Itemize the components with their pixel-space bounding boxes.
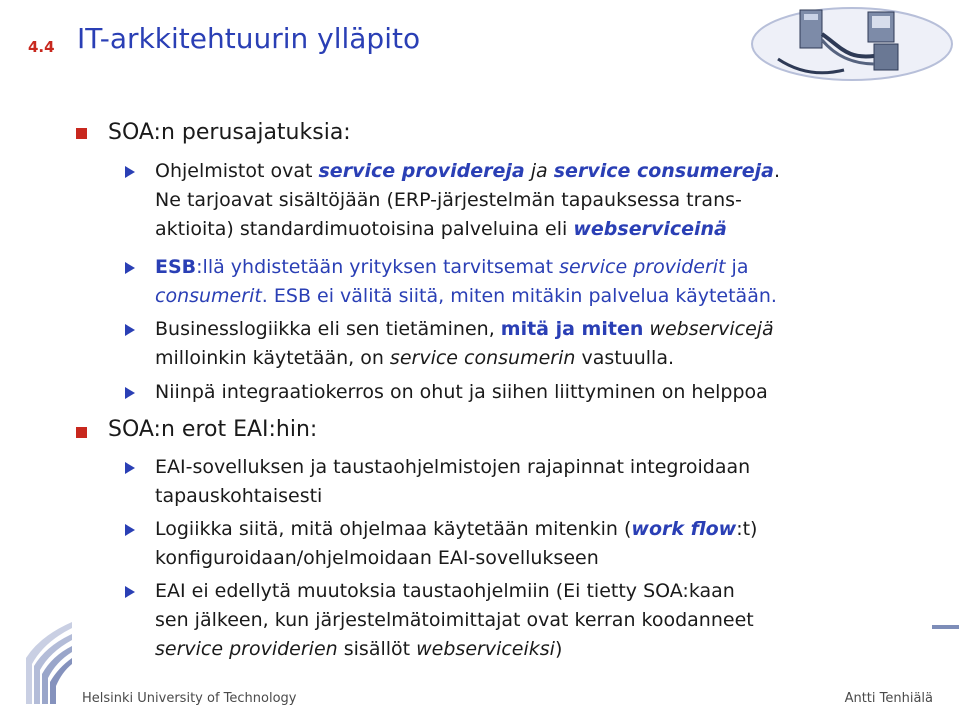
emphasis: service consumerin <box>389 347 576 369</box>
emphasis: webservicejä <box>649 318 774 340</box>
text: sisällöt <box>337 638 417 660</box>
list-item <box>155 157 945 244</box>
list-item <box>155 515 945 573</box>
list-item <box>155 577 945 664</box>
text: Ohjelmistot ovat <box>155 160 319 182</box>
emphasis: ESB <box>155 256 197 278</box>
emphasis: webserviceinä <box>573 218 727 240</box>
text: EAI ei edellytä muutoksia taustaohjelmiin (Ei tietty SOA:kaan <box>155 580 735 602</box>
list-item <box>155 315 945 373</box>
text: :llä yhdistetään yrityksen tarvitsemat <box>196 256 560 278</box>
text: aktioita) standardimuotoisina palveluina eli <box>155 218 574 240</box>
bullet-triangle-icon <box>125 462 135 474</box>
emphasis: service consumereja <box>553 160 774 182</box>
emphasis: mitä ja miten <box>500 318 644 340</box>
emphasis: work flow <box>631 518 737 540</box>
emphasis: service providereja <box>318 160 525 182</box>
university-logo-icon <box>20 618 80 706</box>
bullet-triangle-icon <box>125 166 135 178</box>
text: vastuulla. <box>575 347 675 369</box>
section-heading: SOA:n perusajatuksia: <box>108 120 351 145</box>
text: :t) <box>736 518 758 540</box>
bullet-triangle-icon <box>125 387 135 399</box>
bullet-triangle-icon <box>125 262 135 274</box>
footer-divider <box>932 625 959 629</box>
text: EAI-sovelluksen ja taustaohjelmistojen rajapinnat integroidaan <box>155 456 751 478</box>
footer-author: Antti Tenhiälä <box>844 691 933 706</box>
bullet-square-icon <box>76 427 87 438</box>
bullet-square-icon <box>76 128 87 139</box>
text: tapauskohtaisesti <box>155 485 323 507</box>
text: . ESB ei välitä siitä, miten mitäkin palvelua käytetään. <box>261 285 777 307</box>
text: ja <box>725 256 749 278</box>
bullet-triangle-icon <box>125 324 135 336</box>
emphasis: webserviceiksi <box>416 638 555 660</box>
text: milloinkin käytetään, on <box>155 347 390 369</box>
slide-title: IT-arkkitehtuurin ylläpito <box>77 22 421 55</box>
text: ) <box>554 638 563 660</box>
list-item: Niinpä integraatiokerros on ohut ja siihen liittyminen on helppoa <box>155 381 768 403</box>
list-item <box>155 453 945 511</box>
text: Businesslogiikka eli sen tietäminen, <box>155 318 501 340</box>
text: . <box>773 160 780 182</box>
list-item <box>155 253 945 311</box>
slide-header <box>0 0 959 90</box>
bullet-triangle-icon <box>125 586 135 598</box>
section-number: 4.4 <box>28 38 55 56</box>
emphasis: consumerit <box>155 285 262 307</box>
text: Logiikka siitä, mitä ohjelmaa käytetään mitenkin ( <box>155 518 632 540</box>
text: Ne tarjoavat sisältöjään (ERP-järjestelmän tapauksessa trans- <box>155 189 742 211</box>
text: konfiguroidaan/ohjelmoidaan EAI-sovellukseen <box>155 547 599 569</box>
footer-institution: Helsinki University of Technology <box>82 691 297 706</box>
emphasis: service providerit <box>559 256 726 278</box>
text: ja <box>524 160 554 182</box>
bullet-triangle-icon <box>125 524 135 536</box>
section-heading: SOA:n erot EAI:hin: <box>108 417 318 442</box>
emphasis: service providerien <box>155 638 338 660</box>
text: sen jälkeen, kun järjestelmätoimittajat ovat kerran koodanneet <box>155 609 754 631</box>
network-diagram-icon <box>748 4 956 84</box>
